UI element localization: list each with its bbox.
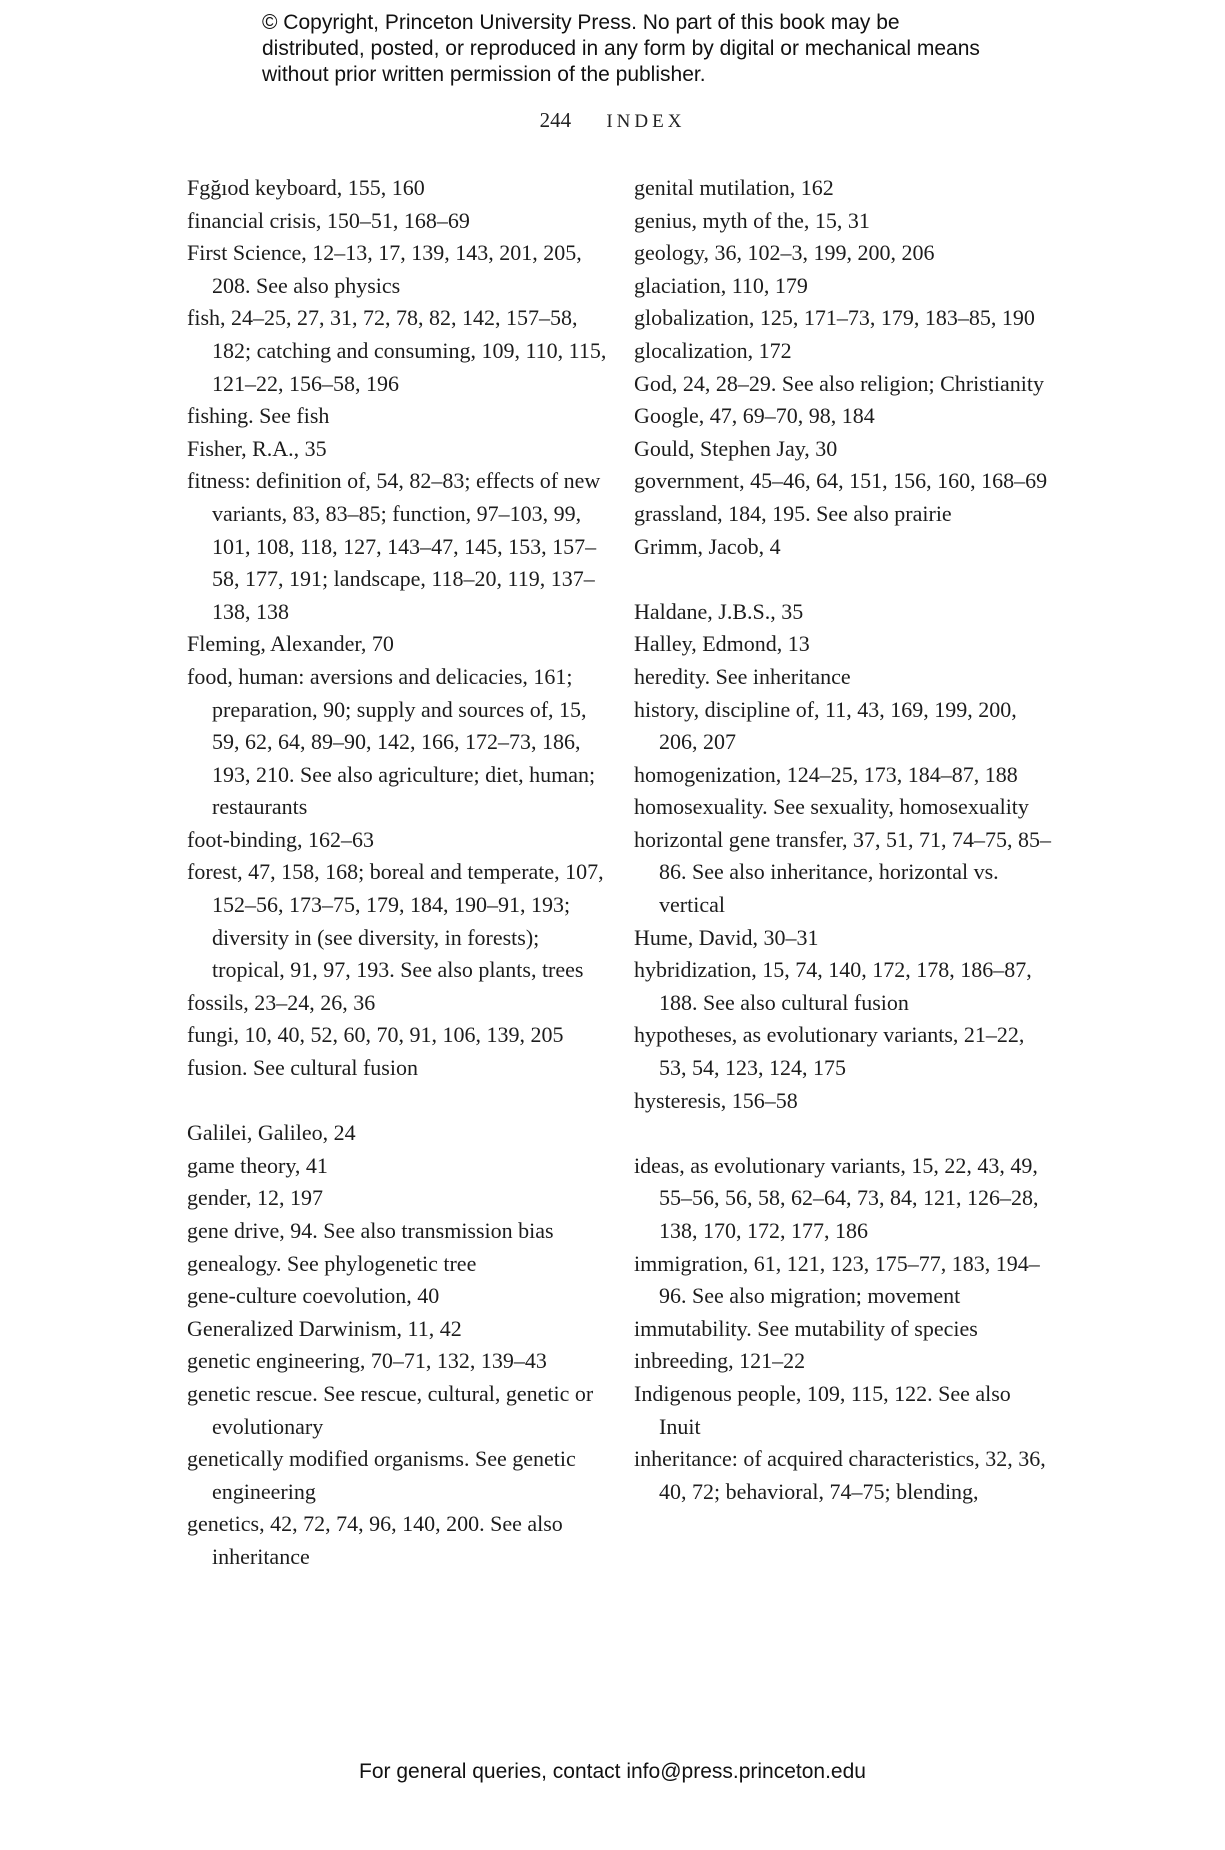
- index-entry: immutability. See mutability of species: [634, 1315, 978, 1341]
- index-entry: immigration, 61, 121, 123, 175–77, 183, 194–96. See also migration; movement: [634, 1250, 1040, 1309]
- running-head: [0, 108, 1225, 133]
- index-entry: glaciation, 110, 179: [634, 272, 808, 298]
- index-entry: inbreeding, 121–22: [634, 1348, 806, 1374]
- index-entry: hybridization, 15, 74, 140, 172, 178, 186–87, 188. See also cultural fusion: [634, 957, 1032, 1015]
- index-entry: fitness: definition of, 54, 82–83; effects of new variants, 83, 83–85; function, 97–103, 99, 101, 108, 118, 127, 143–47, 145, 153, 157–58, 177, 191; landscape, 118–20, 119, 137–138, 138: [187, 468, 601, 624]
- index-entry: genetically modified organisms. See genetic engineering: [187, 1446, 576, 1504]
- index-entry: inheritance: of acquired characteristics, 32, 36, 40, 72; behavioral, 74–75; blending,: [634, 1446, 1046, 1504]
- letter-group-gap: [187, 1085, 617, 1118]
- index-entry: fungi, 10, 40, 52, 60, 70, 91, 106, 139, 205: [187, 1022, 564, 1048]
- index-entry: game theory, 41: [187, 1152, 328, 1178]
- index-entry: forest, 47, 158, 168; boreal and temperate, 107, 152–56, 173–75, 179, 184, 190–91, 193; diversity in (see diversity, in forests); tropical, 91, 97, 193. See also plants, trees: [187, 859, 604, 983]
- index-entry: gender, 12, 197: [187, 1185, 323, 1211]
- index-entry: genetic engineering, 70–71, 132, 139–43: [187, 1348, 547, 1374]
- index-column-left: [187, 172, 617, 1574]
- index-entry: Fisher, R.A., 35: [187, 435, 327, 461]
- index-entry: geology, 36, 102–3, 199, 200, 206: [634, 240, 935, 266]
- index-entry: genital mutilation, 162: [634, 175, 834, 200]
- index-entry: genetics, 42, 72, 74, 96, 140, 200. See also inheritance: [187, 1511, 563, 1569]
- index-entry: horizontal gene transfer, 37, 51, 71, 74–75, 85–86. See also inheritance, horizontal vs. vertical: [634, 826, 1052, 918]
- index-entry: hypotheses, as evolutionary variants, 21–22, 53, 54, 123, 124, 175: [634, 1022, 1025, 1081]
- index-entry: financial crisis, 150–51, 168–69: [187, 207, 470, 233]
- index-entry: foot-binding, 162–63: [187, 826, 374, 852]
- index-entry: Galilei, Galileo, 24: [187, 1120, 356, 1146]
- index-entry: fossils, 23–24, 26, 36: [187, 989, 376, 1015]
- index-entry: homogenization, 124–25, 173, 184–87, 188: [634, 761, 1018, 787]
- index-entry: Fgğıod keyboard, 155, 160: [187, 175, 425, 200]
- index-entry: food, human: aversions and delicacies, 161; preparation, 90; supply and sources of, 15, 59, 62, 64, 89–90, 142, 166, 172–73, 186, 193, 210. See also agriculture; diet, human; restaurants: [187, 663, 596, 820]
- index-entry: government, 45–46, 64, 151, 156, 160, 168–69: [634, 468, 1048, 494]
- index-entry: genealogy. See phylogenetic tree: [187, 1250, 477, 1276]
- index-entry: Halley, Edmond, 13: [634, 631, 810, 657]
- index-entry: Hume, David, 30–31: [634, 924, 819, 950]
- index-entry: fusion. See cultural fusion: [187, 1055, 418, 1081]
- index-entry: history, discipline of, 11, 43, 169, 199, 200, 206, 207: [634, 696, 1017, 755]
- index-entry: Gould, Stephen Jay, 30: [634, 435, 838, 461]
- letter-group-gap: [634, 1117, 1054, 1150]
- index-entry: genius, myth of the, 15, 31: [634, 207, 870, 233]
- index-entry: ideas, as evolutionary variants, 15, 22, 43, 49, 55–56, 56, 58, 62–64, 73, 84, 121, 126–28, 138, 170, 172, 177, 186: [634, 1152, 1039, 1243]
- index-entry: genetic rescue. See rescue, cultural, genetic or evolutionary: [187, 1380, 594, 1439]
- page-number: 244: [539, 108, 572, 132]
- index-entry: heredity. See inheritance: [634, 663, 851, 689]
- footer-contact: For general queries, contact info@press.princeton.edu: [359, 1760, 866, 1783]
- index-entry: fishing. See fish: [187, 403, 330, 429]
- index-entry: grassland, 184, 195. See also prairie: [634, 500, 952, 526]
- index-entry: Fleming, Alexander, 70: [187, 631, 394, 657]
- letter-group-gap: [634, 563, 1054, 596]
- index-entry: Generalized Darwinism, 11, 42: [187, 1315, 462, 1341]
- index-entry: Indigenous people, 109, 115, 122. See also Inuit: [634, 1380, 1011, 1439]
- index-entry: First Science, 12–13, 17, 139, 143, 201, 205, 208. See also physics: [187, 240, 582, 298]
- index-entry: Haldane, J.B.S., 35: [634, 598, 804, 624]
- index-entry: Grimm, Jacob, 4: [634, 533, 781, 559]
- index-entry: fish, 24–25, 27, 31, 72, 78, 82, 142, 157–58, 182; catching and consuming, 109, 110, 115, 121–22, 156–58, 196: [187, 305, 607, 396]
- index-column-right: [634, 172, 1054, 1508]
- index-entry: gene drive, 94. See also transmission bias: [187, 1218, 554, 1243]
- index-entry: God, 24, 28–29. See also religion; Christianity: [634, 370, 1045, 396]
- index-entry: gene-culture coevolution, 40: [187, 1283, 440, 1309]
- index-entry: homosexuality. See sexuality, homosexuality: [634, 794, 1029, 820]
- index-entry: globalization, 125, 171–73, 179, 183–85, 190: [634, 305, 1035, 331]
- copyright-notice: © Copyright, Princeton University Press. No part of this book may be distributed, posted, or reproduced in any form by digital or mechanical means without prior written permission of the publisher.: [262, 11, 980, 86]
- index-entry: hysteresis, 156–58: [634, 1087, 798, 1113]
- section-title: INDEX: [606, 111, 686, 132]
- index-entry: Google, 47, 69–70, 98, 184: [634, 403, 875, 429]
- index-entry: glocalization, 172: [634, 337, 792, 363]
